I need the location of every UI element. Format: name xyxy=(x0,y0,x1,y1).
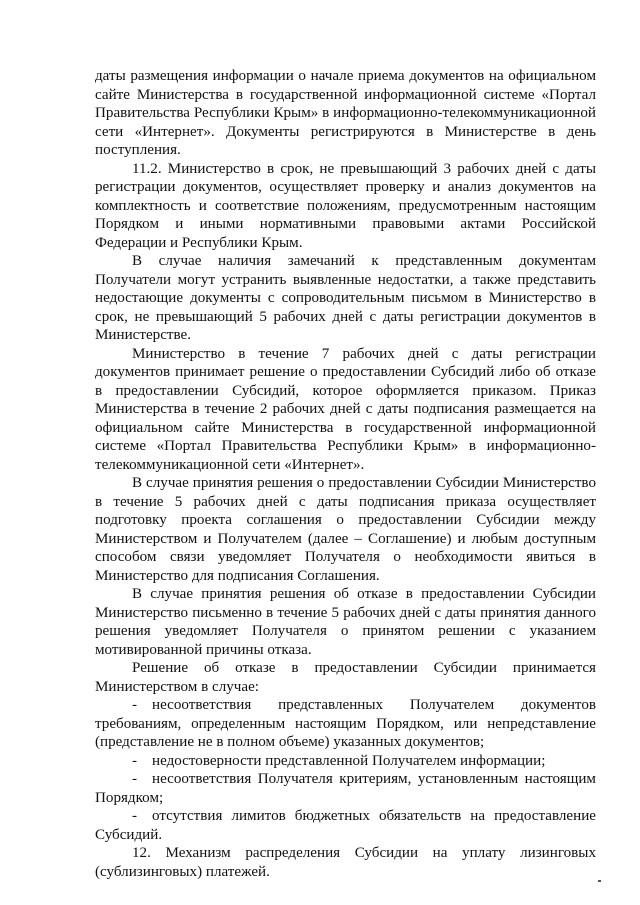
list-item-text: отсутствия лимитов бюджетных обязательств на предоставление Субсидий. xyxy=(95,808,596,843)
list-item xyxy=(95,696,596,752)
list-item-text: недостоверности представленной Получателем информации; xyxy=(152,752,546,769)
list-dash: - xyxy=(132,752,138,769)
list-dash: - xyxy=(132,771,138,787)
list-item xyxy=(95,807,596,844)
list-dash: - xyxy=(132,697,138,713)
paragraph-12: 12. Механизм распределения Субсидии на уплату лизинговых (сублизинговых) платежей. xyxy=(95,845,596,880)
paragraph-grant-decision: В случае принятия решения о предоставлении Субсидии Министерство в течение 5 рабочих дней с даты подписания приказа осуществляет подготовку проекта соглашения о предоставлении Субсидии между Министерством и Получателем (далее – Соглашение) и любым доступным способом связи уведомляет Получателя о необходимости явиться в Министерство для подписания Соглашения. xyxy=(95,475,596,584)
list-dash: - xyxy=(132,808,138,824)
paragraph-11-2: 11.2. Министерство в срок, не превышающий 3 рабочих дней с даты регистрации документов, осуществляет проверку и анализ документов на комплектность и соответствие положениям, предусмотренным настоящим Порядком и иными нормативными правовыми актами Российской Федерации и Республики Крым. xyxy=(95,160,596,251)
paragraph-decision: Министерство в течение 7 рабочих дней с даты регистрации документов принимает решение о предоставлении Субсидий либо об отказе в предоставлении Субсидий, которое оформляется приказом. Приказ Министерства в течение 2 рабочих дней с даты подписания размещается на официальном сайте Министерства в государственной информационной системе «Портал Правительства Республики Крым» в информационно-телекоммуникационной сети «Интернет». xyxy=(95,345,596,473)
document-page xyxy=(95,67,596,881)
paragraph-refusal-decision: В случае принятия решения об отказе в предоставлении Субсидии Министерство письменно в течение 5 рабочих дней с даты принятия данного решения уведомляет Получателя о принятом решении с указанием мотивированной причины отказа. xyxy=(95,586,596,658)
list-item-text: несоответствия Получателя критериям, установленным настоящим Порядком; xyxy=(95,771,596,806)
scan-mark xyxy=(598,880,601,882)
list-item-text: несоответствия представленных Получателем документов требованиям, определенным настоящим Порядком, или непредставление (представление не в полном объеме) указанных документов; xyxy=(95,697,596,750)
paragraph-remarks: В случае наличия замечаний к представленным документам Получатели могут устранить выявленные недостатки, а также представить недостающие документы с сопроводительным письмом в Министерство в срок, не превышающий 5 рабочих дней с даты регистрации документов в Министерстве. xyxy=(95,253,596,343)
paragraph-refusal-cases: Решение об отказе в предоставлении Субсидии принимается Министерством в случае: xyxy=(95,660,596,695)
list-item xyxy=(95,752,596,771)
paragraph-1: даты размещения информации о начале приема документов на официальном сайте Министерства в государственной информационной системе «Портал Правительства Республики Крым» в информационно-телекоммуникационной сети «Интернет». Документы регистрируются в Министерстве в день поступления. xyxy=(95,68,596,158)
list-item xyxy=(95,770,596,807)
